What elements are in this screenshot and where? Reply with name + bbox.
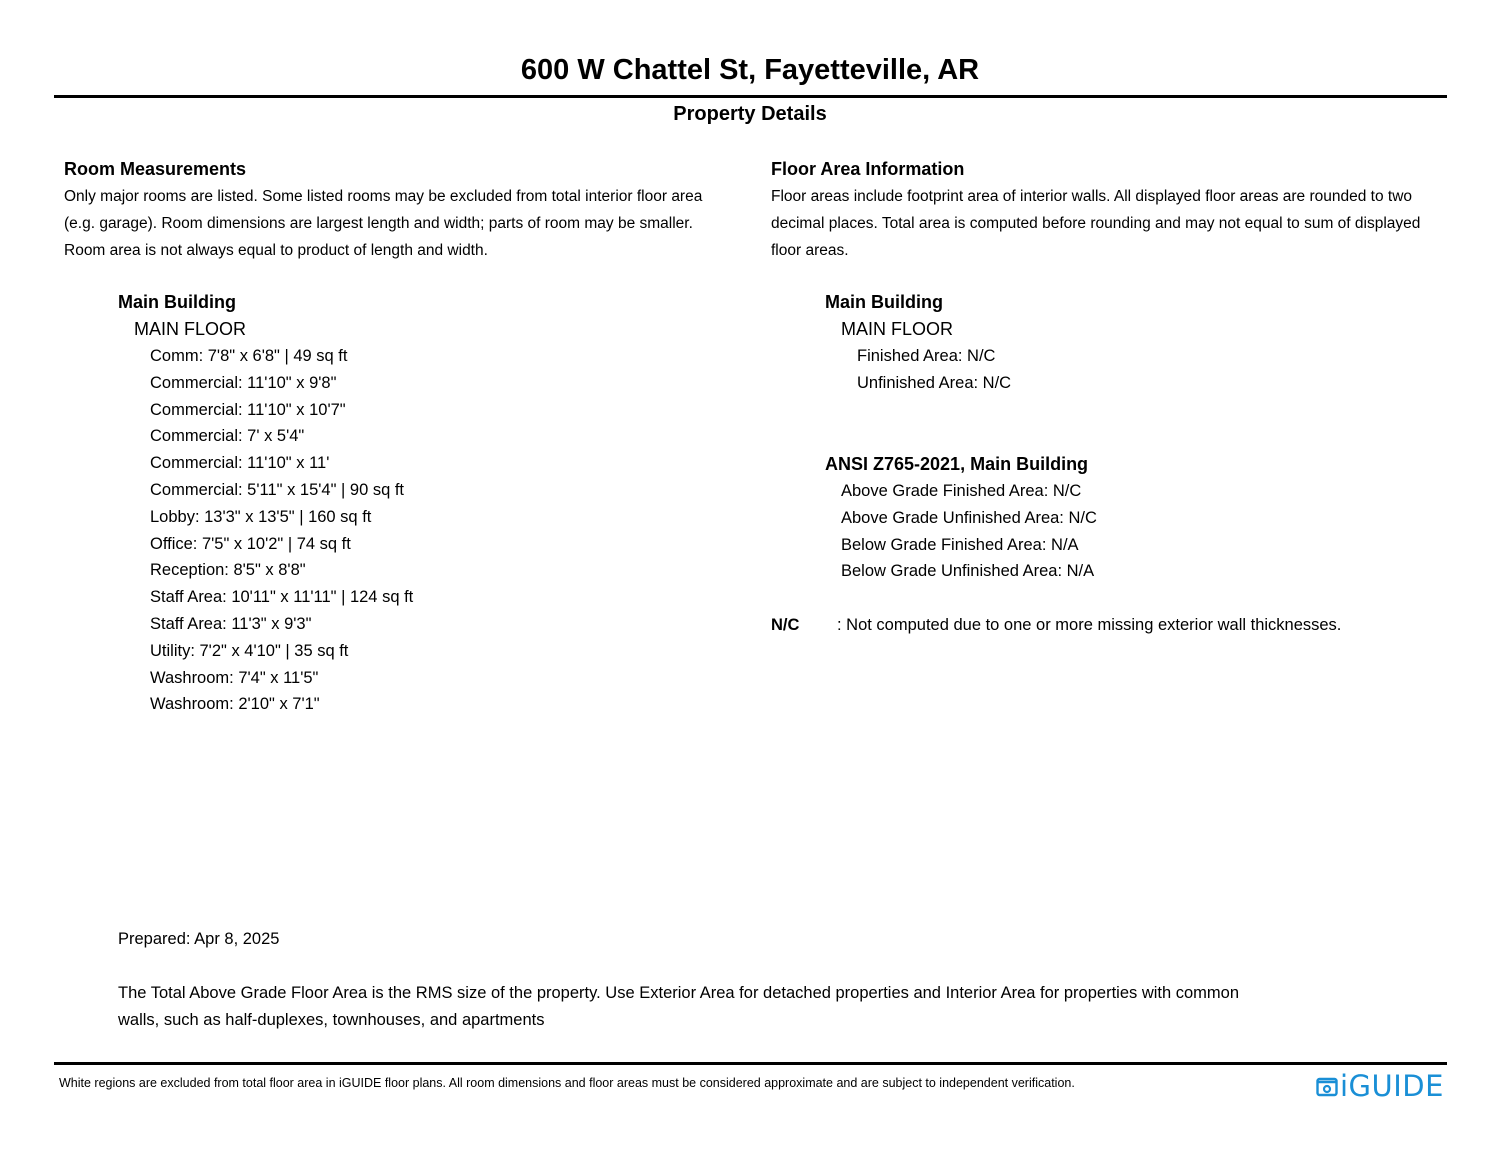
- ansi-heading: ANSI Z765-2021, Main Building: [825, 454, 1089, 474]
- prepared-date: Prepared: Apr 8, 2025: [118, 930, 280, 948]
- iguide-logo-icon: [1316, 1075, 1338, 1097]
- description-line: decimal places. Total area is computed before rounding and may not equal to sum of displayed: [771, 215, 1421, 232]
- footer-disclaimer: White regions are excluded from total floor area in iGUIDE floor plans. All room dimensions and floor areas must be considered approximate and are subject to independent verification.: [59, 1076, 1075, 1090]
- page-title: 600 W Chattel St, Fayetteville, AR: [520, 54, 980, 86]
- total-note-line: walls, such as half-duplexes, townhouses, and apartments: [118, 1010, 545, 1029]
- room-item: Utility: 7'2" x 4'10" | 35 sq ft: [150, 641, 349, 660]
- ansi-area-item: Below Grade Finished Area: N/A: [841, 535, 1079, 554]
- room-item: Washroom: 2'10" x 7'1": [150, 695, 320, 714]
- page-subtitle: Property Details: [673, 103, 827, 125]
- description-line: Only major rooms are listed. Some listed rooms may be excluded from total interior floor area: [64, 188, 703, 205]
- floor-area-description: [771, 183, 1420, 264]
- room-item: Comm: 7'8" x 6'8" | 49 sq ft: [150, 347, 348, 365]
- floor-area-heading: Floor Area Information: [771, 159, 965, 179]
- floor-area-building-heading: Main Building: [825, 292, 943, 312]
- ansi-area-item: Above Grade Finished Area: N/C: [841, 482, 1082, 500]
- description-line: (e.g. garage). Room dimensions are largest length and width; parts of room may be smaller.: [64, 215, 693, 232]
- room-floor-heading: MAIN FLOOR: [134, 319, 247, 339]
- title-divider: [54, 95, 1447, 98]
- iguide-logo-text: iGUIDE: [1340, 1069, 1444, 1103]
- room-item: Commercial: 11'10" x 10'7": [150, 400, 346, 419]
- footer-divider: [54, 1062, 1447, 1065]
- room-item: Staff Area: 11'3" x 9'3": [150, 614, 312, 633]
- room-item: Staff Area: 10'11" x 11'11" | 124 sq ft: [150, 588, 414, 607]
- ansi-area-item: Below Grade Unfinished Area: N/A: [841, 562, 1095, 581]
- floor-area-list: [857, 343, 1011, 397]
- room-building-heading: Main Building: [118, 292, 236, 312]
- room-item: Lobby: 13'3" x 13'5" | 160 sq ft: [150, 507, 372, 526]
- room-measurements-description: [64, 183, 702, 264]
- floor-area-item: Finished Area: N/C: [857, 347, 996, 365]
- description-line: Floor areas include footprint area of interior walls. All displayed floor areas are rounded to two: [771, 188, 1413, 205]
- description-line: floor areas.: [771, 242, 849, 259]
- room-measurements-heading: Room Measurements: [64, 159, 247, 179]
- room-item: Commercial: 7' x 5'4": [150, 427, 305, 446]
- room-item: Office: 7'5" x 10'2" | 74 sq ft: [150, 534, 351, 553]
- ansi-area-list: [841, 478, 1097, 585]
- floor-area-floor-heading: MAIN FLOOR: [841, 319, 954, 339]
- room-list: [150, 343, 413, 718]
- note-key: N/C: [771, 616, 800, 634]
- total-area-note: [118, 980, 1318, 1033]
- total-note-line: The Total Above Grade Floor Area is the RMS size of the property. Use Exterior Area for detached properties and Interior Area for properties with common: [118, 984, 1240, 1002]
- room-item: Commercial: 11'10" x 9'8": [150, 373, 337, 392]
- floor-area-item: Unfinished Area: N/C: [857, 373, 1012, 392]
- room-item: Commercial: 11'10" x 11': [150, 454, 330, 473]
- ansi-area-item: Above Grade Unfinished Area: N/C: [841, 508, 1097, 527]
- note-text: : Not computed due to one or more missing exterior wall thicknesses.: [837, 616, 1342, 634]
- room-item: Commercial: 5'11" x 15'4" | 90 sq ft: [150, 480, 405, 499]
- description-line: Room area is not always equal to product of length and width.: [64, 242, 488, 259]
- room-item: Reception: 8'5" x 8'8": [150, 561, 306, 580]
- room-item: Washroom: 7'4" x 11'5": [150, 668, 319, 687]
- iguide-logo: [1316, 1069, 1444, 1103]
